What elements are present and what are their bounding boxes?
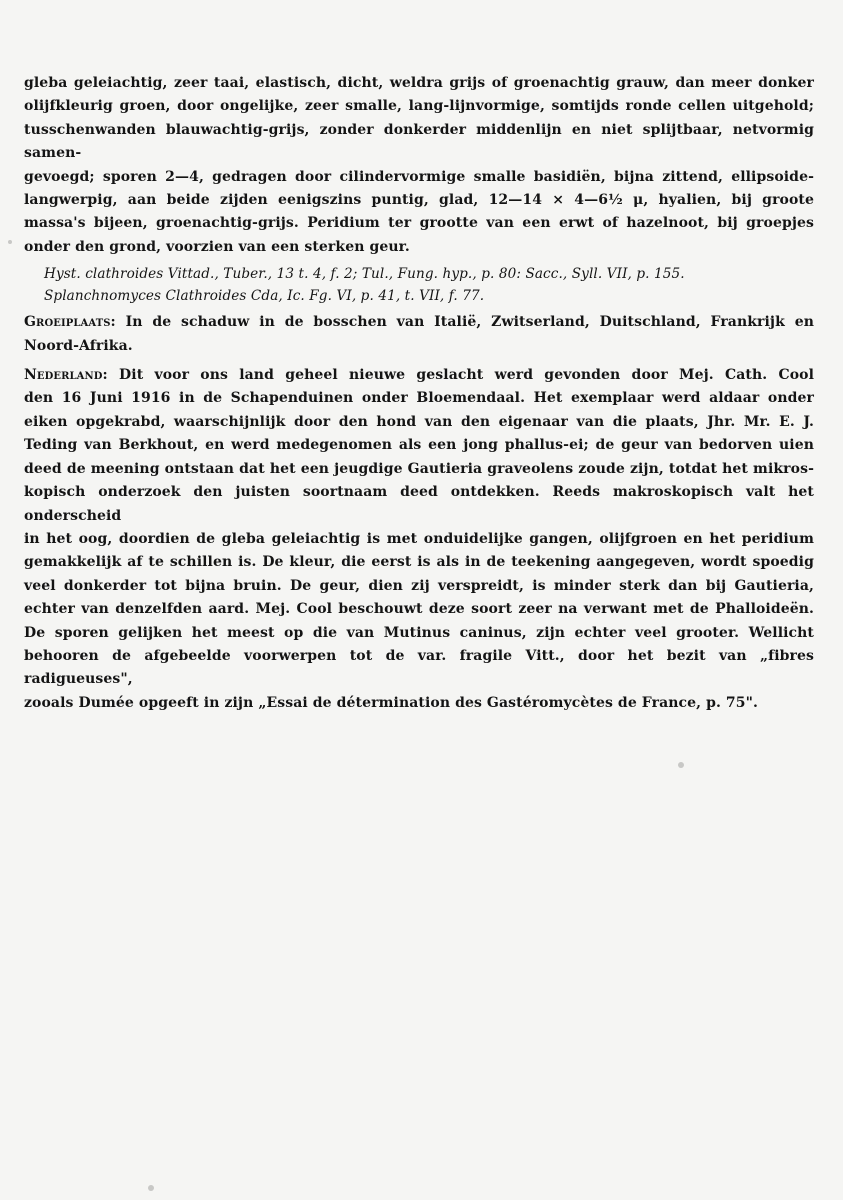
groeiplaats-section: [24, 311, 814, 358]
text-line: zooals Dumée opgeeft in zijn „Essai de détermination des Gastéromycètes de France, p. 75".: [24, 694, 758, 711]
text-line: veel donkerder tot bijna bruin. De geur, dien zij verspreidt, is minder sterk dan bij Gautieria,: [24, 577, 814, 594]
text-line: onder den grond, voorzien van een sterken geur.: [24, 238, 410, 255]
text-line: massa's bijeen, groenachtig-grijs. Peridium ter grootte van een erwt of hazelnoot, bij groepjes: [24, 215, 814, 232]
text-line: echter van denzelfden aard. Mej. Cool beschouwt deze soort zeer na verwant met de Phalloideën.: [24, 601, 814, 618]
text-line: deed de meening ontstaan dat het een jeugdige Gautieria graveolens zoude zijn, totdat het mikros-: [24, 460, 814, 477]
text-line: den 16 Juni 1916 in de Schapenduinen onder Bloemendaal. Het exemplaar werd aldaar onder: [24, 390, 814, 407]
references: [24, 263, 814, 307]
text-line: kopisch onderzoek den juisten soortnaam deed ontdekken. Reeds makroskopisch valt het onderscheid: [24, 484, 814, 524]
nederland-section: [24, 364, 814, 715]
paper-speck: [678, 762, 684, 768]
text-line: Noord-Afrika.: [24, 337, 133, 354]
text-line: olijfkleurig groen, door ongelijke, zeer smalle, lang-lijnvormige, somtijds ronde cellen uitgehold;: [24, 98, 814, 115]
document-body: [24, 72, 814, 719]
text-line: Teding van Berkhout, en werd medegenomen als een jong phallus-ei; de geur van bedorven uien: [24, 437, 814, 454]
species-description: [24, 72, 814, 259]
paper-speck: [148, 1185, 154, 1191]
reference-line: Hyst. clathroides Vittad., Tuber., 13 t. 4, f. 2; Tul., Fung. hyp., p. 80: Sacc., Syll. VII, p. 155.: [44, 266, 685, 283]
reference-line: Splanchnomyces Clathroides Cda, Ic. Fg. VI, p. 41, t. VII, f. 77.: [44, 288, 485, 305]
text-line: in het oog, doordien de gleba geleiachtig is met onduidelijke gangen, olijfgroen en het peridium: [24, 530, 814, 547]
nederland-label: Nederland:: [24, 367, 108, 384]
text-line: behooren de afgebeelde voorwerpen tot de var. fragile Vitt., door het bezit van „fibres radigueuses",: [24, 647, 814, 688]
text-line: tusschenwanden blauwachtig-grijs, zonder donkerder middenlijn en niet splijtbaar, netvormig samen-: [24, 121, 814, 162]
text-line: gevoegd; sporen 2—4, gedragen door cilindervormige smalle basidiën, bijna zittend, ellipsoide-: [24, 168, 814, 185]
text-line: Dit voor ons land geheel nieuwe geslacht werd gevonden door Mej. Cath. Cool: [119, 367, 814, 384]
text-line: De sporen gelijken het meest op die van Mutinus caninus, zijn echter veel grooter. Wellicht: [24, 624, 814, 641]
text-line: In de schaduw in de bosschen van Italië, Zwitserland, Duitschland, Frankrijk en: [125, 314, 814, 331]
paper-speck: [8, 240, 12, 244]
text-line: eiken opgekrabd, waarschijnlijk door den hond van den eigenaar van die plaats, Jhr. Mr. E. J.: [24, 413, 814, 430]
groeiplaats-label: Groeiplaats:: [24, 314, 116, 331]
text-line: langwerpig, aan beide zijden eenigszins puntig, glad, 12—14 × 4—6½ μ, hyalien, bij groote: [24, 192, 814, 209]
text-line: gemakkelijk af te schillen is. De kleur, die eerst is als in de teekening aangegeven, wordt spoedig: [24, 554, 814, 571]
text-line: gleba geleiachtig, zeer taai, elastisch, dicht, weldra grijs of groenachtig grauw, dan meer donker: [24, 75, 814, 91]
